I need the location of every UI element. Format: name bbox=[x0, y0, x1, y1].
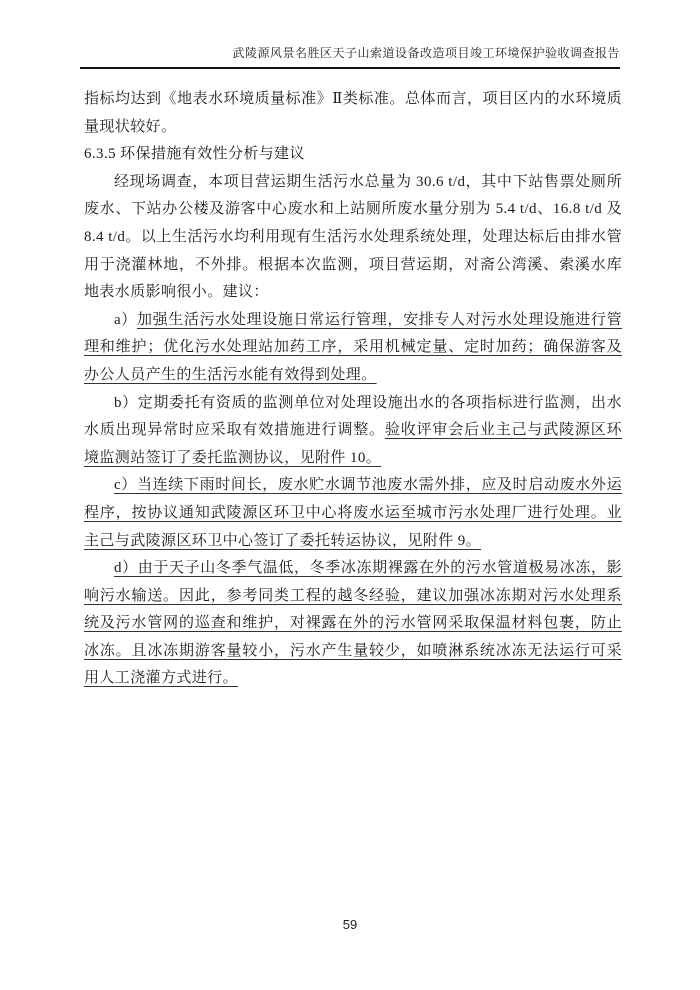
recommendation-item-d bbox=[84, 555, 622, 693]
paragraph-survey: 经现场调查，本项目营运期生活污水总量为 30.6 t/d，其中下站售票处厕所废水、下站办公楼及游客中心废水和上站厕所废水量分别为 5.4 t/d、16.8 t/d 及 8.4 t/d。以上生活污水均利用现有生活污水处理系统处理，处理达标后由排水管用于浇灌林地，不外排。根据本次监测，项目营运期，对斋公湾溪、索溪水库地表水质影响很小。建议： bbox=[84, 173, 622, 301]
paragraph-intro-continuation: 指标均达到《地表水环境质量标准》Ⅱ类标准。总体而言，项目区内的水环境质量现状较好。 bbox=[84, 91, 622, 135]
recommendation-b-underlined-text: 验收评审会后业主己与武陵源区环境监测站签订了委托监测协议，见附件 10。 bbox=[84, 422, 622, 466]
recommendation-item-a bbox=[84, 307, 622, 390]
page-number: 59 bbox=[342, 917, 358, 932]
recommendation-a-prefix: a） bbox=[114, 311, 137, 328]
recommendation-item-b bbox=[84, 390, 622, 473]
recommendation-b-plain-text: b）定期委托有资质的监测单位对处理设施出水的各项指标进行监测，出水水质出现异常时应采取有效措施进行调整。 bbox=[84, 394, 622, 439]
document-body bbox=[84, 86, 622, 693]
running-header-title: 武陵源风景名胜区天子山索道设备改造项目竣工环境保护验收调查报告 bbox=[232, 46, 620, 60]
running-header bbox=[80, 44, 620, 69]
section-heading-6-3-5: 6.3.5 环保措施有效性分析与建议 bbox=[84, 146, 305, 163]
recommendation-d-underlined-text: d）由于天子山冬季气温低，冬季冰冻期裸露在外的污水管道极易冰冻，影响污水输送。因此，参考同类工程的越冬经验，建议加强冰冻期对污水处理系统及污水管网的巡查和维护，对裸露在外的污水管网采取保温材料包裹，防止冰冻。且冰冻期游客量较小，污水产生量较少，如喷淋系统冰冻无法运行可采用人工浇灌方式进行。 bbox=[84, 560, 622, 687]
recommendation-a-underlined-text: 加强生活污水处理设施日常运行管理，安排专人对污水处理设施进行管理和维护；优化污水处理站加药工序，采用机械定量、定时加药；确保游客及办公人员产生的生活污水能有效得到处理。 bbox=[84, 311, 622, 383]
page-footer bbox=[0, 917, 700, 932]
recommendation-c-underlined-text: c）当连续下雨时间长，废水贮水调节池废水需外排，应及时启动废水外运程序，按协议通知武陵源区环卫中心将废水运至城市污水处理厂进行处理。业主己与武陵源区环卫中心签订了委托转运协议，见附件 9。 bbox=[84, 477, 622, 549]
recommendation-item-c bbox=[84, 472, 622, 555]
